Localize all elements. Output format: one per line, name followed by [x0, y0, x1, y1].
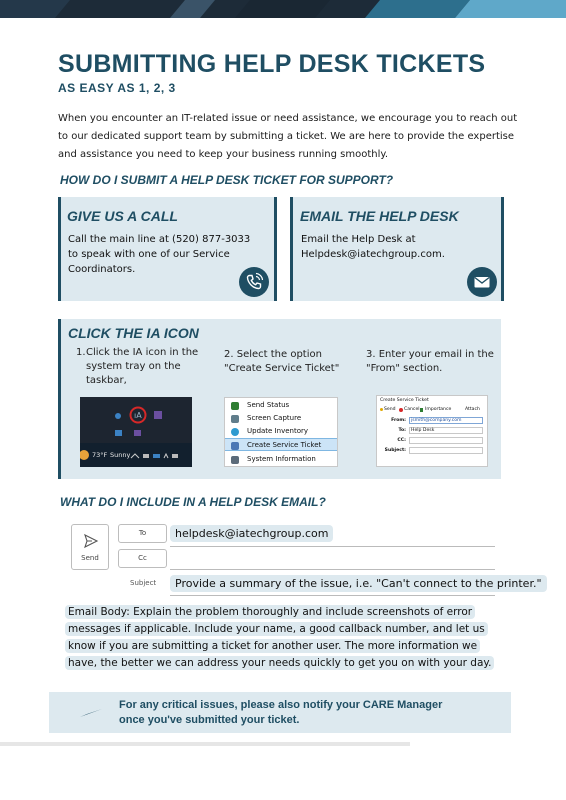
cc-field[interactable]: [409, 437, 483, 444]
tray-icons: [130, 451, 190, 461]
send-label: Send: [81, 554, 99, 562]
send-button[interactable]: [71, 524, 109, 570]
cc-button[interactable]: Cc: [118, 549, 167, 568]
critical-note: [49, 692, 511, 733]
taskbar-weather: 73°F: [92, 451, 108, 459]
to-address[interactable]: helpdesk@iatechgroup.com: [170, 525, 333, 542]
cc-underline: [170, 569, 495, 570]
menu-item-create-service-ticket[interactable]: Create Service Ticket: [225, 438, 337, 451]
ia-card-title: CLICK THE IA ICON: [68, 325, 199, 341]
menu-item-screen-capture[interactable]: Screen Capture: [225, 412, 337, 425]
window-toolbar: [377, 407, 487, 415]
page-title: SUBMITTING HELP DESK TICKETS: [58, 50, 486, 78]
from-field[interactable]: jsmith@company.com: [409, 417, 483, 424]
subject-underline: [170, 595, 495, 596]
email-body-text: Email Body: Explain the problem thoroughly and include screenshots of error messages if applicable. Include your name, a good callback number, and let us know if you are submitting a ticket for another user. The more information we have, the better we can address your needs quickly to get you on with your day.: [65, 604, 495, 672]
create-ticket-window: [376, 395, 488, 467]
from-label: From:: [391, 418, 406, 423]
svg-text:ıA: ıA: [134, 411, 142, 420]
footer-bar: [0, 742, 410, 746]
menu-item-send-status[interactable]: Send Status: [225, 399, 337, 412]
step-3-text: 3. Enter your email in the "From" section.: [366, 349, 494, 374]
phone-icon[interactable]: [239, 267, 269, 297]
subject-label-small: Subject: [130, 579, 157, 587]
toolbar-send[interactable]: Send: [384, 407, 396, 412]
subject-label: Subject:: [384, 448, 406, 453]
section-heading-submit: HOW DO I SUBMIT A HELP DESK TICKET FOR SUPPORT?: [60, 173, 394, 187]
email-card-title: EMAIL THE HELP DESK: [300, 208, 459, 224]
call-card-title: GIVE US A CALL: [67, 208, 178, 224]
ia-icon-card: CLICK THE IA ICON 1. Click the IA icon in the system tray on the taskbar, 2. Select the option "Create Service Ticket" 3. Enter your email in the "From" section. ıA 73°F Sunny Send Status Screen Capture Update Inventory Create Service Ticket System Information Create Service Ticket Send Cancel Importance Attach From: jsmith@company.com To: Help Desk CC: Subject:: [58, 319, 501, 479]
paper-plane-icon: [79, 707, 103, 719]
critical-note-text: For any critical issues, please also notify your CARE Manager once you've submitted your ticket.: [119, 699, 443, 726]
toolbar-attach[interactable]: Attach: [465, 407, 480, 412]
envelope-icon[interactable]: [467, 267, 497, 297]
email-card-text: Email the Help Desk at Helpdesk@iatechgroup.com.: [301, 234, 445, 260]
call-card-text: Call the main line at (520) 877-3033 to speak with one of our Service Coordinators.: [68, 234, 251, 275]
toolbar-cancel[interactable]: Cancel: [404, 407, 420, 412]
step-2-text: 2. Select the option "Create Service Ticket": [224, 349, 340, 374]
toolbar-importance[interactable]: Importance: [425, 407, 452, 412]
context-menu-screenshot: [224, 397, 338, 467]
page-subtitle: AS EASY AS 1, 2, 3: [58, 81, 176, 95]
to-field[interactable]: Help Desk: [409, 427, 483, 434]
call-card: [58, 197, 277, 301]
to-label: To:: [398, 428, 406, 433]
subject-field[interactable]: [409, 447, 483, 454]
menu-item-update-inventory[interactable]: Update Inventory: [225, 425, 337, 438]
cc-label: CC:: [397, 438, 406, 443]
header-banner: [0, 0, 566, 18]
menu-item-system-information[interactable]: System Information: [225, 453, 337, 466]
section-heading-email: WHAT DO I INCLUDE IN A HELP DESK EMAIL?: [60, 495, 326, 509]
to-underline: [170, 546, 495, 547]
email-card: [290, 197, 504, 301]
send-icon: [83, 533, 99, 549]
taskbar-screenshot: [80, 397, 192, 467]
window-title: Create Service Ticket: [380, 398, 429, 403]
taskbar-condition: Sunny: [110, 451, 131, 459]
to-button[interactable]: To: [118, 524, 167, 543]
intro-paragraph: When you encounter an IT-related issue or need assistance, we encourage you to reach out to our dedicated support team by submitting a ticket. We are here to provide the expertise and assistance you need to keep your business running smoothly.: [58, 113, 518, 160]
subject-field-example[interactable]: Provide a summary of the issue, i.e. "Can't connect to the printer.": [170, 575, 547, 592]
